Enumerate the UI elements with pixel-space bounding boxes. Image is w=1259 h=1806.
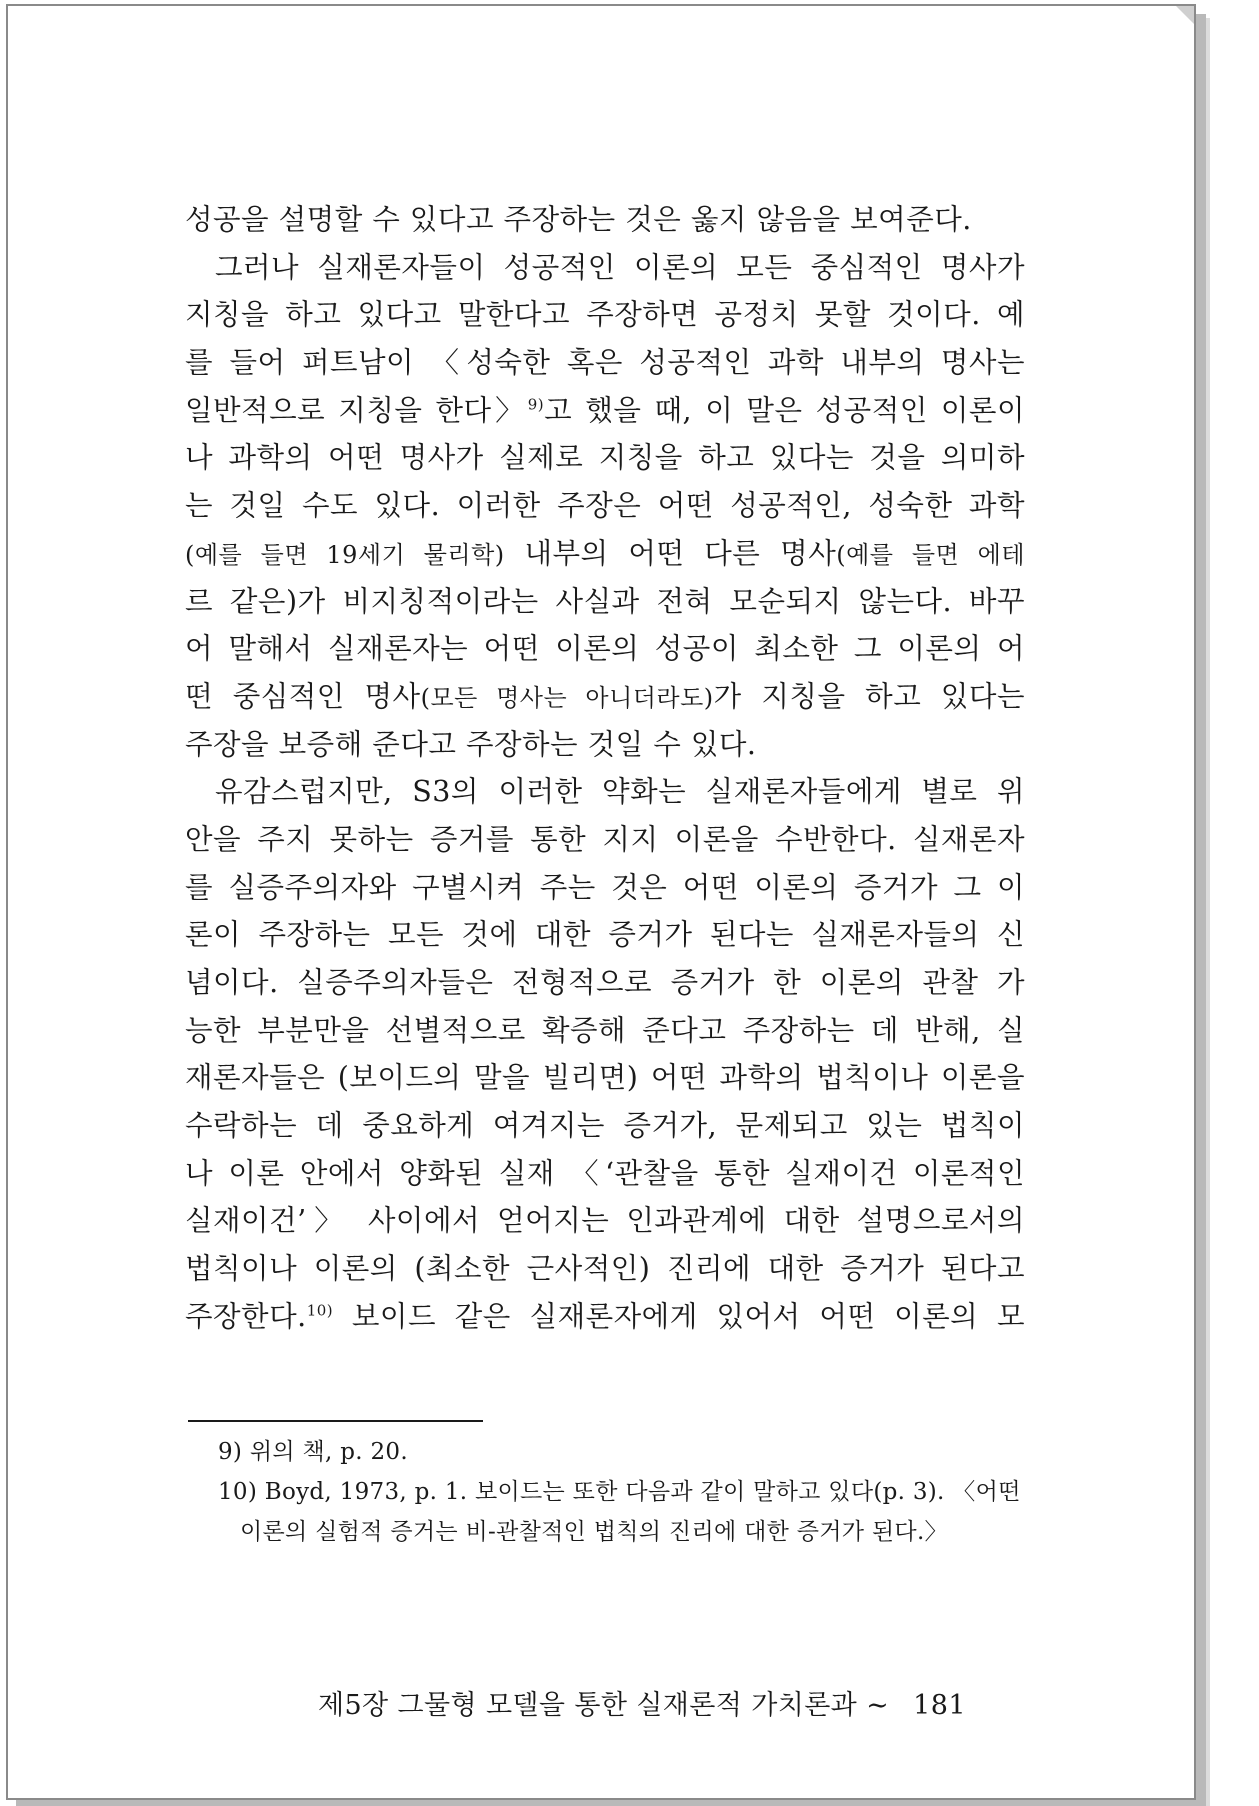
text-fragment: 떤 중심적인 명사 xyxy=(185,679,421,713)
footnote-ref-9[interactable]: 9) xyxy=(527,395,545,414)
text-line: 성공을 설명할 수 있다고 주장하는 것은 옳지 않음을 보여준다. xyxy=(185,203,972,236)
footnotes xyxy=(218,1432,1030,1552)
text-fragment: 주장한다. xyxy=(185,1299,307,1333)
text-line xyxy=(185,673,1025,721)
text-line: 를 실증주의자와 구별시켜 주는 것은 어떤 이론의 증거가 그 이 xyxy=(185,870,1025,904)
text-line: 지칭을 하고 있다고 말한다고 주장하면 공정치 못할 것이다. 예 xyxy=(185,298,1025,332)
text-line xyxy=(185,1293,1025,1341)
text-line: 능한 부분만을 선별적으로 확증해 준다고 주장하는 데 반해, 실 xyxy=(185,1013,1025,1047)
text-fragment: 일반적으로 지칭을 한다〉 xyxy=(185,393,528,427)
text-fragment: 고 했을 때, 이 말은 성공적인 이론이 xyxy=(544,393,1025,427)
text-line: 어 말해서 실재론자는 어떤 이론의 성공이 최소한 그 이론의 어 xyxy=(185,632,1025,666)
text-line: 는 것일 수도 있다. 이러한 주장은 어떤 성공적인, 성숙한 과학 xyxy=(185,489,1025,523)
footnote-10: 10) Boyd, 1973, p. 1. 보이드는 또한 다음과 같이 말하고 있다(p. 3). 〈어떤 xyxy=(218,1479,1021,1505)
text-fragment: 르 같은) xyxy=(185,584,298,618)
text-line xyxy=(185,387,1025,435)
footnote-10-continuation: 이론의 실험적 증거는 비-관찰적인 법칙의 진리에 대한 증거가 된다.〉 xyxy=(240,1519,948,1545)
text-line xyxy=(185,578,1025,626)
text-line: 나 이론 안에서 양화된 실재 〈‘관찰을 통한 실재이건 이론적인 xyxy=(185,1156,1025,1190)
text-line: 유감스럽지만, S3의 이러한 약화는 실재론자들에게 별로 위 xyxy=(215,775,1025,809)
text-fragment: 가 지칭을 하고 있다는 xyxy=(713,679,1025,713)
text-line: 그러나 실재론자들이 성공적인 이론의 모든 중심적인 명사가 xyxy=(215,250,1025,284)
footnote-9: 9) 위의 책, p. 20. xyxy=(218,1439,408,1465)
text-line: 주장을 보증해 준다고 주장하는 것일 수 있다. xyxy=(185,727,757,761)
text-line: 나 과학의 어떤 명사가 실제로 지칭을 하고 있다는 것을 의미하 xyxy=(185,441,1025,475)
page-number: 181 xyxy=(913,1690,966,1721)
text-line: 재론자들은 (보이드의 말을 빌리면) 어떤 과학의 법칙이나 이론을 xyxy=(185,1061,1025,1095)
text-line: 를 들어 퍼트남이 〈성숙한 혹은 성공적인 과학 내부의 명사는 xyxy=(185,346,1025,380)
text-line: 념이다. 실증주의자들은 전형적으로 증거가 한 이론의 관찰 가 xyxy=(185,966,1025,999)
text-line: 수락하는 데 중요하게 여겨지는 증거가, 문제되고 있는 법칙이 xyxy=(185,1109,1025,1143)
page-curl-decoration xyxy=(1176,6,1194,24)
page-footer xyxy=(318,1683,1018,1722)
text-line: 론이 주장하는 모든 것에 대한 증거가 된다는 실재론자들의 신 xyxy=(185,918,1025,952)
text-line: 법칙이나 이론의 (최소한 근사적인) 진리에 대한 증거가 된다고 xyxy=(185,1252,1025,1286)
text-line: 안을 주지 못하는 증거를 통한 지지 이론을 수반한다. 실재론자 xyxy=(185,822,1025,856)
parenthetical: (예를 들면 에테 xyxy=(836,540,1025,569)
text-fragment: 가 비지칭적이라는 사실과 전혀 모순되지 않는다. 바꾸 xyxy=(297,584,1025,618)
parenthetical: (모든 명사는 아니더라도) xyxy=(420,683,714,712)
footnote-divider xyxy=(188,1420,483,1422)
text-line: 실재이건’〉 사이에서 얻어지는 인과관계에 대한 설명으로서의 xyxy=(185,1204,1025,1238)
text-fragment: 보이드 같은 실재론자에게 있어서 어떤 이론의 모 xyxy=(351,1299,1025,1333)
running-title: 제5장 그물형 모델을 통한 실재론적 가치론과 ∼ xyxy=(318,1690,890,1721)
body-text xyxy=(185,196,1025,1341)
parenthetical: (예를 들면 19세기 물리학) xyxy=(185,540,505,569)
footnote-ref-10[interactable]: 10) xyxy=(306,1301,334,1320)
text-fragment: 내부의 어떤 다른 명사 xyxy=(524,536,837,570)
text-line xyxy=(185,530,1025,578)
